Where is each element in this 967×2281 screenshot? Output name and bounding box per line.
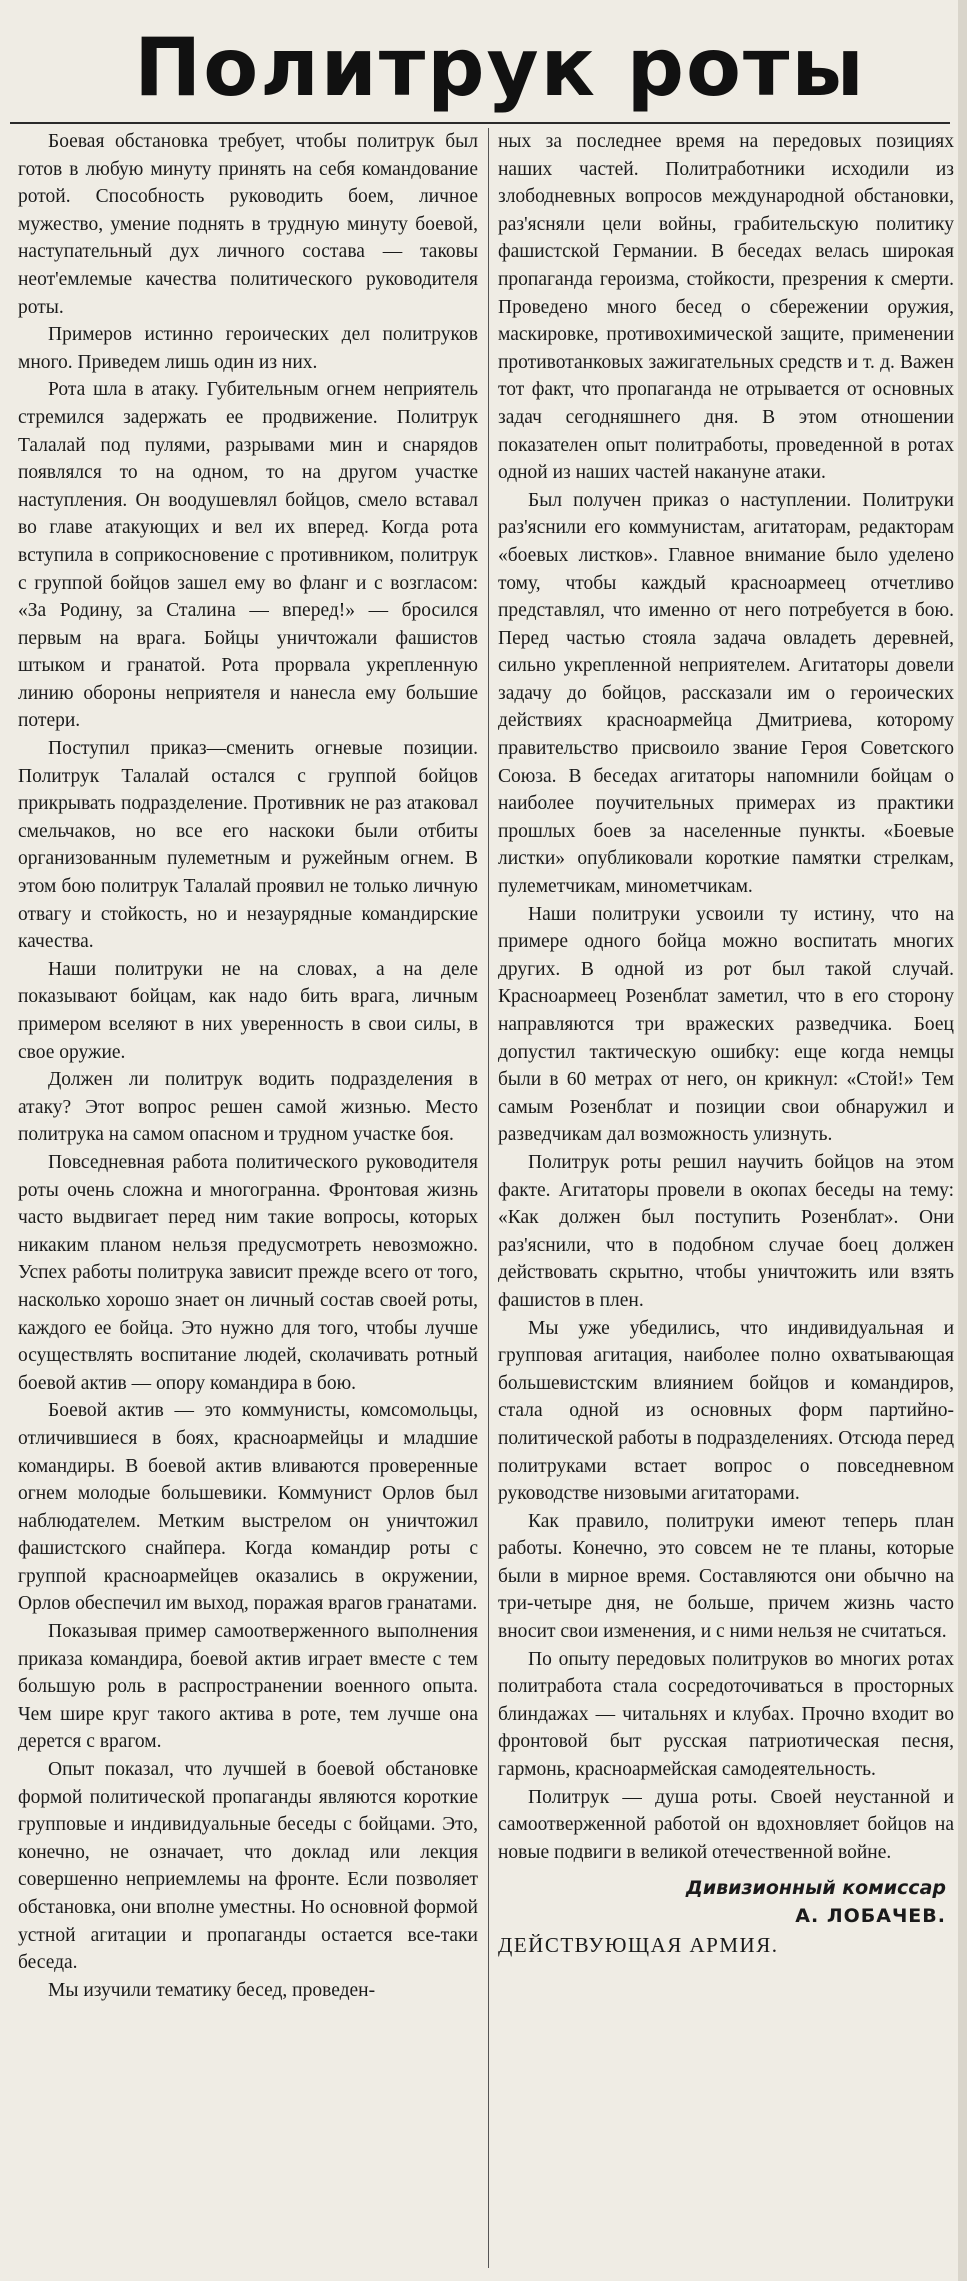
paragraph: Политрук роты решил научить бойцов на этом факте. Агитаторы провели в окопах беседы на тему: «Как должен был поступить Розенблат». Они раз'яснили, что в подобном случае боец должен действовать скрытно, чтобы уничтожить или взять фашистов в плен. xyxy=(498,1151,954,1311)
paragraph: Опыт показал, что лучшей в боевой обстановке формой политической пропаганды являются короткие групповые и индивидуальные беседы с бойцами. Это, конечно, не означает, что доклад или лекция совершенно неприемлемы на фронте. Если позволяет обстановка, они вполне уместны. Но основной формой устной агитации и пропаганды остается все-таки беседа. xyxy=(18,1759,478,1974)
paragraph: Поступил приказ—сменить огневые позиции. Политрук Талалай остался с группой бойцов прикрывать подразделение. Противник не раз атаковал смельчаков, но все его наскоки были отбиты организованным пулеметным и ружейным огнем. В этом бою политрук Талалай проявил не только личную отвагу и стойкость, но и незаурядные командирские качества. xyxy=(18,738,478,953)
article-title: Политрук роты xyxy=(134,21,866,114)
paragraph: Рота шла в атаку. Губительным огнем неприятель стремился задержать ее продвижение. Политрук Талалай под пулями, разрывами мин и снарядов появлялся то на одном, то на другом участке наступления. Он воодушевлял бойцов, смело вставал во главе атакующих и вел их вперед. Когда рота вступила в соприкосновение с противником, политрук с группой бойцов зашел ему во фланг и с возгласом: «За Родину, за Сталина — вперед!» — бросился первым на врага. Бойцы уничтожали фашистов штыком и гранатой. Рота прорвала укрепленную линию обороны неприятеля и нанесла ему большие потери. xyxy=(18,379,478,732)
paragraph: Повседневная работа политического руководителя роты очень сложна и многогранна. Фронтовая жизнь часто выдвигает перед ним такие вопросы, которых никаким планом нельзя предусмотреть невозможно. Успех работы политрука зависит прежде всего от того, насколько хорошо знает он личный состав своей роты, каждого ее бойца. Это нужно для того, чтобы лучше осуществлять воспитание людей, сколачивать ротный боевой актив — опору командира в бою. xyxy=(18,1151,478,1394)
paragraph: По опыту передовых политруков во многих ротах политработа стала сосредоточиваться в просторных блиндажах — читальнях и клубах. Прочно входит во фронтовой быт русская патриотическая песня, гармонь, красноармейская самодеятельность. xyxy=(498,1648,954,1781)
left-column xyxy=(18,128,478,2263)
paragraph: Мы изучили тематику бесед, проведен- xyxy=(48,1979,376,2001)
paragraph: Мы уже убедились, что индивидуальная и групповая агитация, наиболее полно охватывающая большевистским влиянием бойцов и командиров, стала одной из основных форм партийно-политической работы в подразделениях. Отсюда перед политруками встает вопрос о повседневном руководстве низовыми агитаторами. xyxy=(498,1317,954,1505)
paragraph: Показывая пример самоотверженного выполнения приказа командира, боевой актив играет вместе с тем большую роль в распространении военного опыта. Чем шире круг такого актива в роте, тем лучше она дерется с врагом. xyxy=(18,1621,478,1753)
paragraph: Политрук — душа роты. Своей неустанной и самоотверженной работой он вдохновляет бойцов на новые подвиги в великой отечественной войне. xyxy=(498,1786,954,1863)
paragraph: Наши политруки не на словах, а на деле показывают бойцам, как надо бить врага, личным примером вселяют в них уверенность в свои силы, в свое оружие. xyxy=(18,958,478,1063)
author-name: А. ЛОБАЧЕВ. xyxy=(795,1905,946,1928)
paragraph: Примеров истинно героических дел политруков много. Приведем лишь один из них. xyxy=(18,324,478,373)
paragraph: Боевая обстановка требует, чтобы политрук был готов в любую минуту принять на себя командование ротой. Способность руководить боем, личное мужество, умение поднять в трудную минуту боевой, наступательный дух личного состава — таковы неот'емлемые качества политического руководителя роты. xyxy=(18,131,478,318)
paragraph: Наши политруки усвоили ту истину, что на примере одного бойца можно воспитать многих других. В одной из рот был такой случай. Красноармеец Розенблат заметил, что в его сторону направляются три вражеских разведчика. Боец допустил тактическую ошибку: еще когда немцы были в 60 метрах от него, он крикнул: «Стой!» Тем самым Розенблат и позиции свои обнаружил и разведчикам дал возможность улизнуть. xyxy=(498,903,954,1146)
title-rule xyxy=(10,122,950,124)
dateline-place: ДЕЙСТВУЮЩАЯ АРМИЯ. xyxy=(498,1933,779,1958)
paragraph: ных за последнее время на передовых позициях наших частей. Политработники исходили из злободневных вопросов международной обстановки, раз'ясняли цели войны, грабительскую политику фашистской Германии. В беседах велась широкая пропаганда героизма, стойкости, презрения к смерти. Проведено много бесед о сбережении оружия, маскировке, противохимической защите, применении противотанковых зажигательных средств и т. д. Важен тот факт, что пропаганда не отрывается от основных задач сегодняшнего дня. В этом отношении показателен опыт политработы, проведенной в ротах одной из наших частей накануне атаки. xyxy=(498,131,954,484)
author-role: Дивизионный комиссар xyxy=(685,1877,946,1900)
signature-block xyxy=(498,1874,954,1960)
column-divider xyxy=(488,128,489,2268)
paragraph: Боевой актив — это коммунисты, комсомольцы, отличившиеся в боях, красноармейцы и младшие командиры. В боевой актив вливаются проверенные огнем молодые большевики. Коммунист Орлов был наблюдателем. Метким выстрелом он уничтожил фашистского снайпера. Когда командир роты с группой красноармейцев оказались в окружении, Орлов обеспечил им выход, поражая врагов гранатами. xyxy=(18,1400,478,1615)
paragraph: Как правило, политруки имеют теперь план работы. Конечно, это совсем не те планы, которые были в мирное время. Составляются они обычно на три-четыре дня, не больше, причем жизнь часто вносит свои изменения, и с ними нельзя не считаться. xyxy=(498,1510,954,1643)
page-edge xyxy=(958,0,967,2281)
paragraph: Был получен приказ о наступлении. Политруки раз'яснили его коммунистам, агитаторам, редакторам «боевых листков». Главное внимание было уделено тому, чтобы каждый красноармеец отчетливо представлял, что именно от него потребуется в бою. Перед частью стояла задача овладеть деревней, сильно укрепленной неприятелем. Агитаторы довели задачу до бойцов, рассказали им о героических действиях красноармейца Дмитриева, которому правительство присвоило звание Героя Советского Союза. В беседах агитаторы напомнили бойцам о наиболее поучительных примерах из практики прошлых боев за населенные пункты. «Боевые листки» опубликовали короткие памятки стрелкам, пулеметчикам, минометчикам. xyxy=(498,489,954,898)
right-column xyxy=(498,128,954,2263)
paragraph: Должен ли политрук водить подразделения в атаку? Этот вопрос решен самой жизнью. Место политрука на самом опасном и трудном участке боя. xyxy=(18,1069,478,1146)
